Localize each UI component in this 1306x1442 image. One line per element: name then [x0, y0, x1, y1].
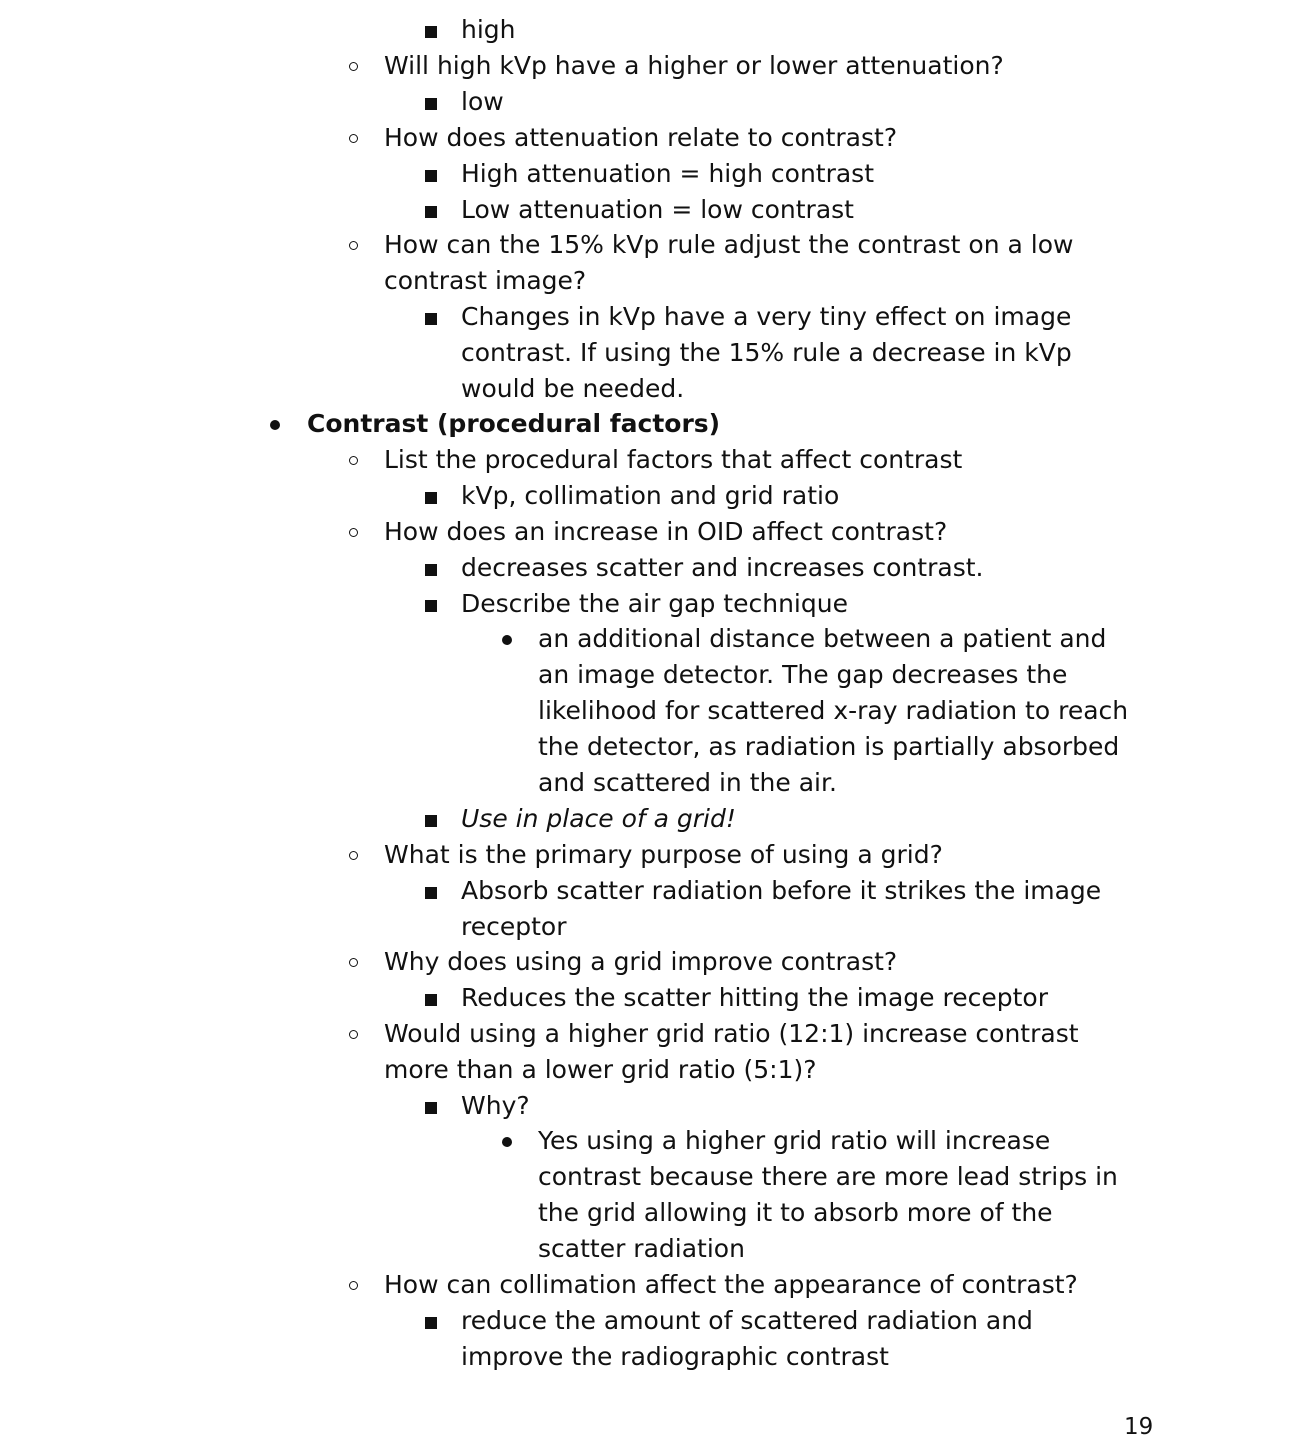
list-item-continuation: the grid allowing it to absorb more of the	[538, 1198, 1053, 1227]
hollow-circle-bullet-icon	[349, 1030, 358, 1039]
filled-circle-bullet-icon	[502, 635, 512, 645]
square-bullet-icon	[425, 600, 437, 612]
filled-circle-bullet-icon	[270, 420, 280, 430]
list-item-continuation: and scattered in the air.	[538, 768, 837, 797]
square-bullet-icon	[425, 206, 437, 218]
hollow-circle-bullet-icon	[349, 456, 358, 465]
list-item: Absorb scatter radiation before it strikes the image	[461, 876, 1102, 905]
list-item: List the procedural factors that affect contrast	[384, 445, 963, 474]
list-item: Why does using a grid improve contrast?	[384, 947, 898, 976]
hollow-circle-bullet-icon	[349, 241, 358, 250]
list-item: Yes using a higher grid ratio will increase	[538, 1126, 1051, 1155]
list-item-continuation: contrast because there are more lead strips in	[538, 1162, 1118, 1191]
square-bullet-icon	[425, 564, 437, 576]
list-item-continuation: more than a lower grid ratio (5:1)?	[384, 1055, 817, 1084]
list-item: How can collimation affect the appearance of contrast?	[384, 1270, 1078, 1299]
hollow-circle-bullet-icon	[349, 1281, 358, 1290]
hollow-circle-bullet-icon	[349, 528, 358, 537]
hollow-circle-bullet-icon	[349, 851, 358, 860]
list-item-continuation: contrast image?	[384, 266, 587, 295]
list-item: What is the primary purpose of using a grid?	[384, 840, 943, 869]
list-item-continuation: improve the radiographic contrast	[461, 1342, 889, 1371]
list-item: Describe the air gap technique	[461, 589, 848, 618]
list-item: reduce the amount of scattered radiation and	[461, 1306, 1033, 1335]
list-item: low	[461, 87, 504, 116]
list-item: Reduces the scatter hitting the image receptor	[461, 983, 1048, 1012]
list-item: high	[461, 15, 516, 44]
list-item-continuation: likelihood for scattered x-ray radiation to reach	[538, 696, 1129, 725]
list-item: Use in place of a grid!	[461, 804, 736, 833]
list-item: Will high kVp have a higher or lower attenuation?	[384, 51, 1004, 80]
hollow-circle-bullet-icon	[349, 958, 358, 967]
square-bullet-icon	[425, 815, 437, 827]
hollow-circle-bullet-icon	[349, 62, 358, 71]
page-number: 19	[1124, 1414, 1154, 1440]
list-item: How does an increase in OID affect contrast?	[384, 517, 948, 546]
hollow-circle-bullet-icon	[349, 134, 358, 143]
square-bullet-icon	[425, 313, 437, 325]
square-bullet-icon	[425, 492, 437, 504]
list-item-continuation: receptor	[461, 912, 567, 941]
square-bullet-icon	[425, 170, 437, 182]
list-item-continuation: the detector, as radiation is partially absorbed	[538, 732, 1120, 761]
square-bullet-icon	[425, 1102, 437, 1114]
list-item: How can the 15% kVp rule adjust the contrast on a low	[384, 230, 1074, 259]
list-item: High attenuation = high contrast	[461, 159, 875, 188]
filled-circle-bullet-icon	[502, 1137, 512, 1147]
list-item: Would using a higher grid ratio (12:1) increase contrast	[384, 1019, 1079, 1048]
list-item: decreases scatter and increases contrast.	[461, 553, 984, 582]
square-bullet-icon	[425, 887, 437, 899]
square-bullet-icon	[425, 26, 437, 38]
list-item: Why?	[461, 1091, 530, 1120]
list-item: kVp, collimation and grid ratio	[461, 481, 840, 510]
list-item: Changes in kVp have a very tiny effect on image	[461, 302, 1072, 331]
section-heading: Contrast (procedural factors)	[307, 409, 721, 438]
list-item: an additional distance between a patient and	[538, 624, 1107, 653]
square-bullet-icon	[425, 994, 437, 1006]
list-item: How does attenuation relate to contrast?	[384, 123, 898, 152]
square-bullet-icon	[425, 1317, 437, 1329]
square-bullet-icon	[425, 98, 437, 110]
list-item-continuation: an image detector. The gap decreases the	[538, 660, 1068, 689]
list-item: Low attenuation = low contrast	[461, 195, 854, 224]
list-item-continuation: contrast. If using the 15% rule a decrease in kVp	[461, 338, 1072, 367]
list-item-continuation: scatter radiation	[538, 1234, 745, 1263]
list-item-continuation: would be needed.	[461, 374, 685, 403]
